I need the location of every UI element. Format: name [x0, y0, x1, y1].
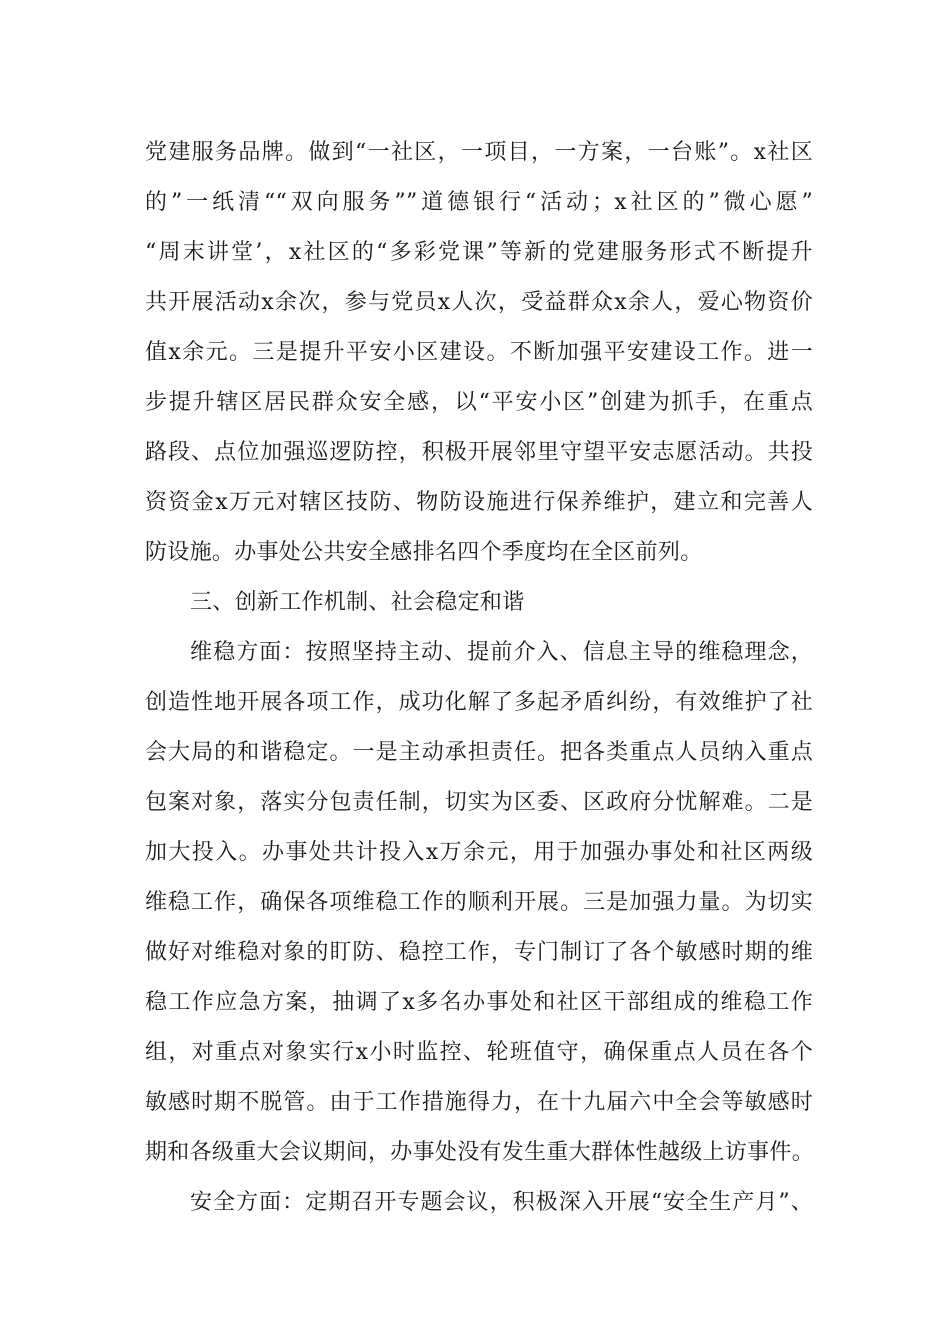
text-line: 维稳工作，确保各项维稳工作的顺利开展。三是加强力量。为切实: [145, 890, 813, 915]
text-line: 期和各级重大会议期间，办事处没有发生重大群体性越级上访事件。: [145, 1140, 815, 1165]
paragraph-first-line: 安全方面：定期召开专题会议，积极深入开展“安全生产月”、: [190, 1190, 813, 1215]
text-line: 会大局的和谐稳定。一是主动承担责任。把各类重点人员纳入重点: [145, 740, 813, 765]
text-line: 加大投入。办事处共计投入x万余元，用于加强办事处和社区两级: [145, 840, 813, 865]
text-line: 步提升辖区居民群众安全感，以“平安小区”创建为抓手，在重点: [145, 390, 813, 415]
text-line: 防设施。办事处公共安全感排名四个季度均在全区前列。: [145, 540, 703, 565]
text-line: 的”一纸清““双向服务””道德银行“活动；x社区的”微心愿”: [145, 190, 813, 215]
text-line: 敏感时期不脱管。由于工作措施得力，在十九届六中全会等敏感时: [145, 1090, 813, 1115]
section-heading: 三、创新工作机制、社会稳定和谐: [190, 590, 525, 615]
text-line: 值x余元。三是提升平安小区建设。不断加强平安建设工作。进一: [145, 340, 813, 365]
text-line: 稳工作应急方案，抽调了x多名办事处和社区干部组成的维稳工作: [145, 990, 813, 1015]
text-line: 资资金x万元对辖区技防、物防设施进行保养维护，建立和完善人: [145, 490, 813, 515]
text-line: 做好对维稳对象的盯防、稳控工作，专门制订了各个敏感时期的维: [145, 940, 813, 965]
text-line: 组，对重点对象实行x小时监控、轮班值守，确保重点人员在各个: [145, 1040, 813, 1065]
text-line: 路段、点位加强巡逻防控，积极开展邻里守望平安志愿活动。共投: [145, 440, 813, 465]
paragraph-first-line: 维稳方面：按照坚持主动、提前介入、信息主导的维稳理念，: [190, 640, 813, 665]
text-line: 共开展活动x余次，参与党员x人次，受益群众x余人，爱心物资价: [145, 290, 813, 315]
text-line: 包案对象，落实分包责任制，切实为区委、区政府分忧解难。二是: [145, 790, 813, 815]
text-line: 党建服务品牌。做到“一社区，一项目，一方案，一台账”。x社区: [145, 140, 813, 165]
text-line: 创造性地开展各项工作，成功化解了多起矛盾纠纷，有效维护了社: [145, 690, 813, 715]
text-line: “周末讲堂’，x社区的“多彩党课”等新的党建服务形式不断提升: [145, 240, 813, 265]
